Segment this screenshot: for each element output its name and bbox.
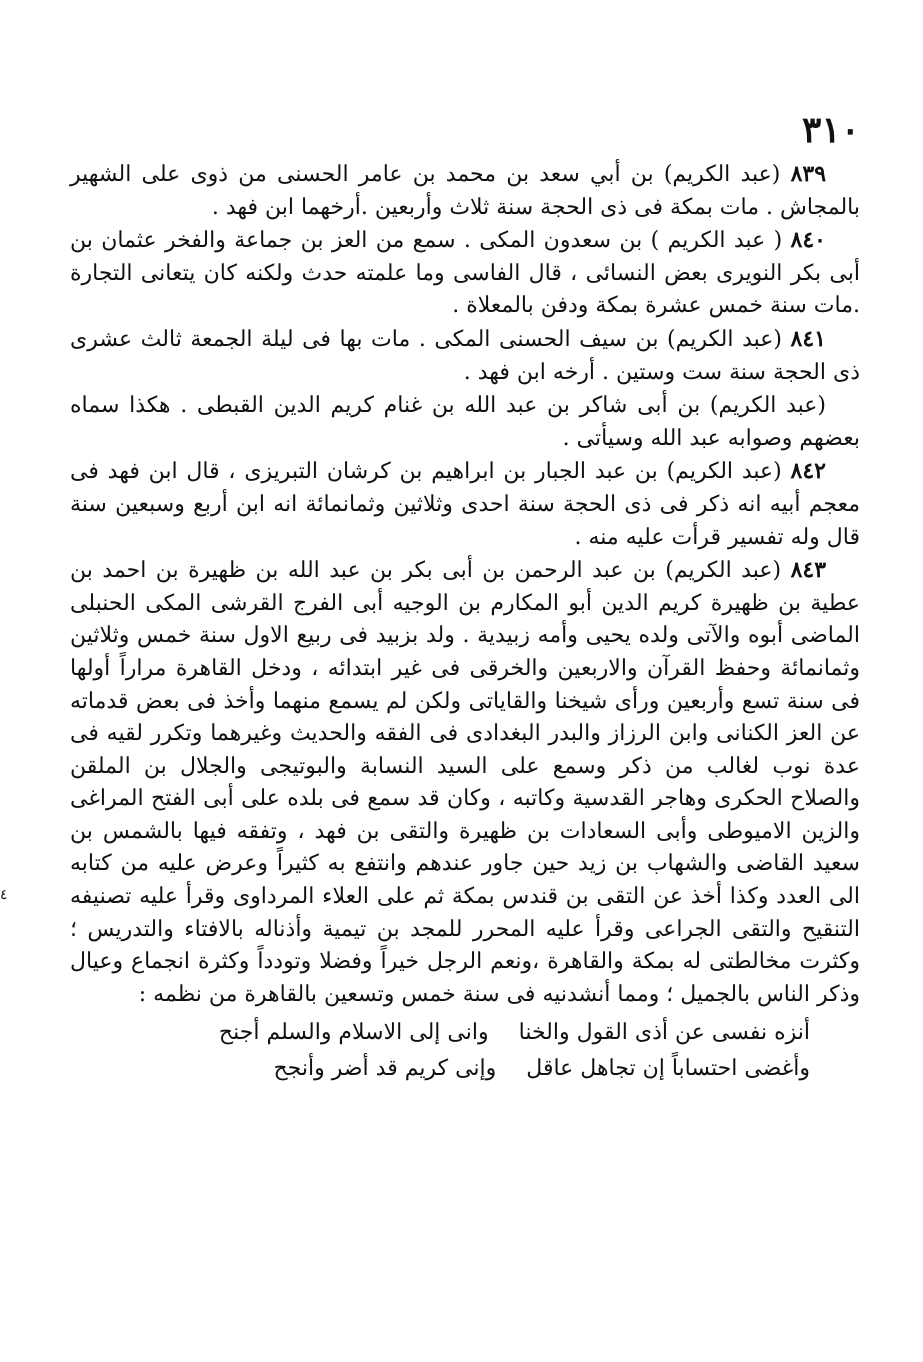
entry-unnumbered — [70, 389, 860, 455]
poem-verses — [70, 1015, 860, 1087]
entry-number: ٨٣٩ — [790, 161, 827, 187]
entry-839 — [70, 158, 860, 224]
verse-second-hemistich: وإنى كريم قد أضر وأنجح — [273, 1056, 497, 1082]
page-number: ٣١٠ — [801, 109, 860, 151]
entry-text: (عبد الكريم) بن أبى شاكر بن عبد الله بن غنام كريم الدين القبطى . هكذا سماه بعضهم وصوابه عبد الله وسيأتى . — [70, 393, 860, 451]
body-text — [70, 158, 860, 1087]
entry-843 — [70, 554, 860, 1011]
entry-number: ٨٤٣ — [790, 557, 827, 584]
entry-text: (عبد الكريم) بن سيف الحسنى المكى . مات بها فى ليلة الجمعة ثالث عشرى ذى الحجة سنة ست وستين . أرخه ابن فهد . — [70, 326, 860, 385]
verse-second-hemistich: وانى إلى الاسلام والسلم أجنح — [218, 1020, 489, 1046]
verse-line — [70, 1051, 810, 1087]
verse-first-hemistich: أنزه نفسى عن أذى القول والخنا — [518, 1020, 810, 1046]
verse-first-hemistich: وأغضى احتساباً إن تجاهل عاقل — [526, 1056, 810, 1082]
entry-number: ٨٤١ — [790, 325, 826, 352]
entry-text: (عبد الكريم) بن عبد الرحمن بن أبى بكر بن عبد الله بن ظهيرة بن احمد بن عطية بن ظهيرة كريم الدين أبو المكارم بن الوجيه أبى الفرج القرشى المكى الحنبلى الماضى أبوه والآتى ولده يحيى وأمه زبيدية . ولد بزبيد فى ربيع الاول سنة خمس وثلاثين وثمانمائة وحفظ القرآن والاربعين والخرقى فى غير ابتدائه ، ودخل القاهرة مراراً أولها فى سنة تسع وأربعين ورأى شيخنا والقاياتى ولكن لم يسمع منهما وأخذ فى بعض قدماته عن العز الكنانى وابن الرزاز والبدر البغدادى فى الفقه والحديث وغيرهما وتكرر لقيه فى عدة نوب لغالب من ذكر وسمع على السيد النسابة والبوتيجى والجلال بن الملقن والصلاح الحكرى وهاجر القدسية وكاتبه ، وكان قد سمع فى بلده على أبى الفتح المراغى والزين الاميوطى وأبى السعادات بن ظهيرة والتقى بن فهد ، وتفقه فيها بالشمس بن سعيد القاضى والشهاب بن زيد حين جاور عندهم وانتفع به كثيراً وعرض عليه من كتابه الى العدد وكذا أخذ عن التقى بن قندس بمكة ثم على العلاء المرداوى وقرأ عليه تصنيفه التنقيح والتقى الجراعى وقرأ عليه المحرر للمجد بن تيمية وأذناله بالافتاء والتدريس ؛ وكثرت مخالطتى له بمكة والقاهرة ،ونعم الرجل خيراً وفضلا وتودداً وكثرة انجماع وعيال وذكر الناس بالجميل ؛ ومما أنشدنيه فى سنة خمس وتسعين بالقاهرة من نظمه : — [70, 558, 860, 1007]
verse-line — [70, 1015, 810, 1051]
margin-mark: ٤ — [0, 887, 8, 903]
document-page — [70, 110, 860, 1350]
entry-text: ( عبد الكريم ) بن سعدون المكى . سمع من العز بن جماعة والفخر عثمان بن أبى بكر النويرى بعض النسائى ، قال الفاسى وما علمته حدث ولكنه كان يتعانى التجارة .مات سنة خمس عشرة بمكة ودفن بالمعلاة . — [70, 228, 860, 319]
entry-text: (عبد الكريم) بن أبي سعد بن محمد بن عامر الحسنى من ذوى على الشهير بالمجاش . مات بمكة فى ذى الحجة سنة ثلاث وأربعين .أرخهما ابن فهد . — [70, 162, 860, 220]
entry-841 — [70, 323, 860, 389]
entry-number: ٨٤٠ — [790, 227, 826, 254]
entry-number: ٨٤٢ — [790, 458, 826, 485]
entry-840 — [70, 224, 860, 323]
entry-842 — [70, 455, 860, 554]
entry-text: (عبد الكريم) بن عبد الجبار بن ابراهيم بن كرشان التبريزى ، قال ابن فهد فى معجم أبيه انه ذكر فى ذى الحجة سنة احدى وثلاثين وثمانمائة انه ابن أربع وسبعين سنة قال وله تفسير قرأت عليه منه . — [70, 459, 860, 550]
